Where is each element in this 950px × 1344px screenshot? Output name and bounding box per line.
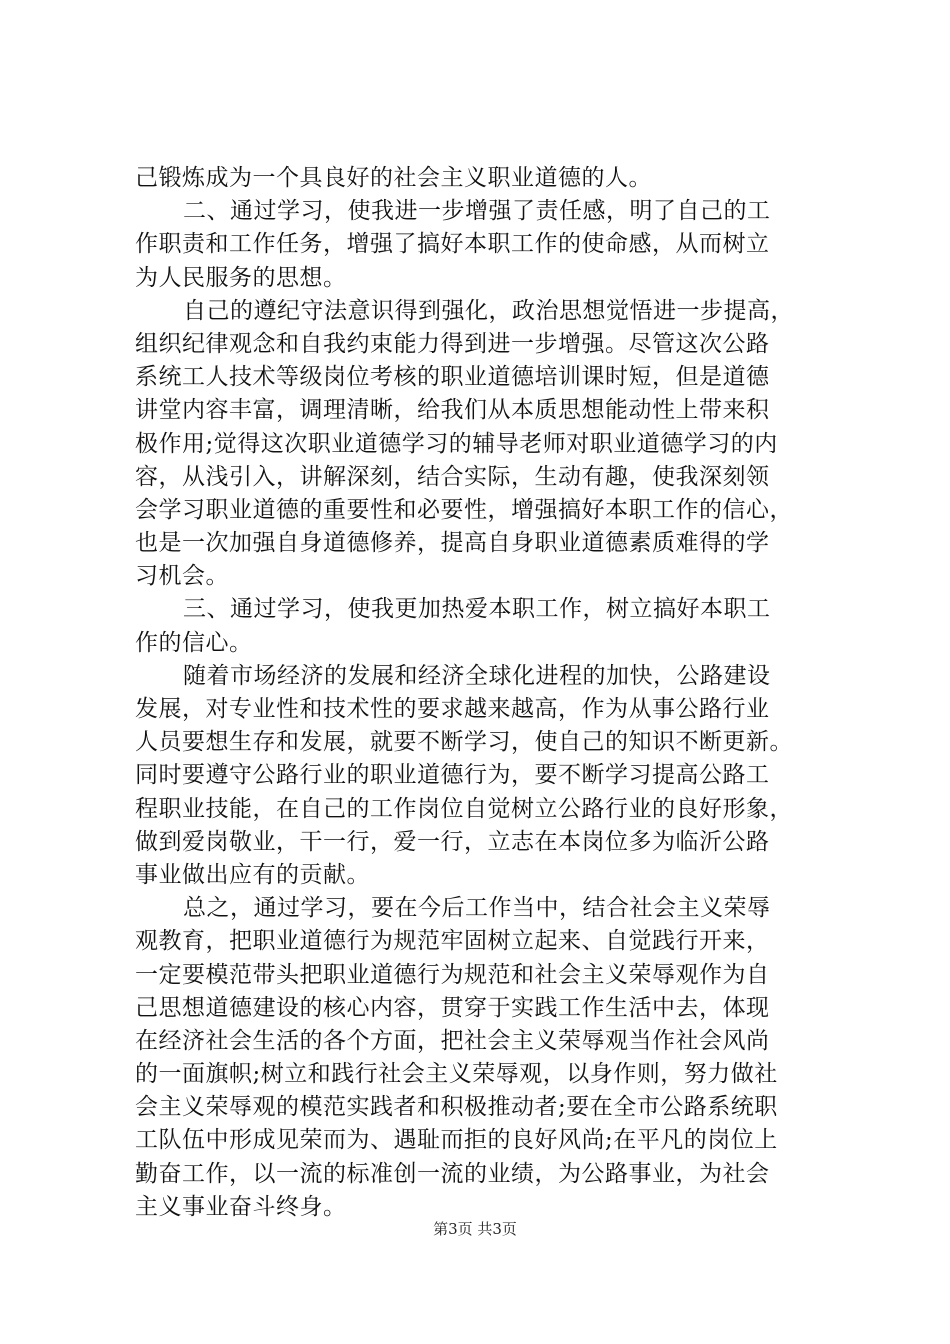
text-line: 作职责和工作任务，增强了搞好本职工作的使命感，从而树立 <box>135 231 770 258</box>
text-line: 同时要遵守公路行业的职业道德行为，要不断学习提高公路工 <box>135 762 770 789</box>
text-line: 习机会。 <box>135 563 229 590</box>
text-line: 主义事业奋斗终身。 <box>135 1193 347 1220</box>
paragraph <box>135 195 825 295</box>
text-line: 为人民服务的思想。 <box>135 264 347 291</box>
text-line: 作的信心。 <box>135 629 253 656</box>
text-line: 二、通过学习，使我进一步增强了责任感，明了自己的工 <box>183 198 771 225</box>
text-line: 三、通过学习，使我更加热爱本职工作，树立搞好本职工 <box>183 596 771 623</box>
text-line: 随着市场经济的发展和经济全球化进程的加快，公路建设 <box>183 662 771 689</box>
text-line: 系统工人技术等级岗位考核的职业道德培训课时短，但是道德 <box>135 364 770 391</box>
text-line: 程职业技能，在自己的工作岗位自觉树立公路行业的良好形象， <box>135 795 793 822</box>
text-line: 勤奋工作，以一流的标准创一流的业绩，为公路事业，为社会 <box>135 1160 770 1187</box>
page-footer: 第3页 共3页 <box>433 1220 517 1238</box>
text-line: 事业做出应有的贡献。 <box>135 861 370 888</box>
text-line: 容，从浅引入，讲解深刻，结合实际，生动有趣，使我深刻领 <box>135 463 770 490</box>
text-line: 讲堂内容丰富，调理清晰，给我们从本质思想能动性上带来积 <box>135 397 770 424</box>
text-line: 极作用;觉得这次职业道德学习的辅导老师对职业道德学习的内 <box>135 430 778 457</box>
text-line: 观教育，把职业道德行为规范牢固树立起来、自觉践行开来， <box>135 928 770 955</box>
text-line: 人员要想生存和发展，就要不断学习，使自己的知识不断更新。 <box>135 729 793 756</box>
text-line: 总之，通过学习，要在今后工作当中，结合社会主义荣辱 <box>183 895 771 922</box>
text-line: 会学习职业道德的重要性和必要性，增强搞好本职工作的信心， <box>135 496 793 523</box>
text-line: 一定要模范带头把职业道德行为规范和社会主义荣辱观作为自 <box>135 961 770 988</box>
text-line: 在经济社会生活的各个方面，把社会主义荣辱观当作社会风尚 <box>135 1027 770 1054</box>
text-line: 也是一次加强自身道德修养，提高自身职业道德素质难得的学 <box>135 530 770 557</box>
paragraph <box>135 593 825 659</box>
text-line: 做到爱岗敬业，干一行，爱一行，立志在本岗位多为临沂公路 <box>135 828 770 855</box>
text-line: 工队伍中形成见荣而为、遇耻而拒的良好风尚;在平凡的岗位上 <box>135 1127 778 1154</box>
text-line: 自己的遵纪守法意识得到强化，政治思想觉悟进一步提高， <box>183 297 794 324</box>
paragraph <box>135 295 825 594</box>
text-line: 己锻炼成为一个具良好的社会主义职业道德的人。 <box>135 165 652 191</box>
paragraph <box>135 660 825 892</box>
body-text <box>135 162 825 1224</box>
paragraph <box>135 162 825 195</box>
text-line: 己思想道德建设的核心内容，贯穿于实践工作生活中去，体现 <box>135 994 770 1021</box>
paragraph <box>135 892 825 1224</box>
text-line: 组织纪律观念和自我约束能力得到进一步增强。尽管这次公路 <box>135 330 770 357</box>
text-line: 的一面旗帜;树立和践行社会主义荣辱观，以身作则，努力做社 <box>135 1061 778 1088</box>
text-line: 会主义荣辱观的模范实践者和积极推动者;要在全市公路系统职 <box>135 1094 778 1121</box>
text-line: 发展，对专业性和技术性的要求越来越高，作为从事公路行业 <box>135 696 770 722</box>
